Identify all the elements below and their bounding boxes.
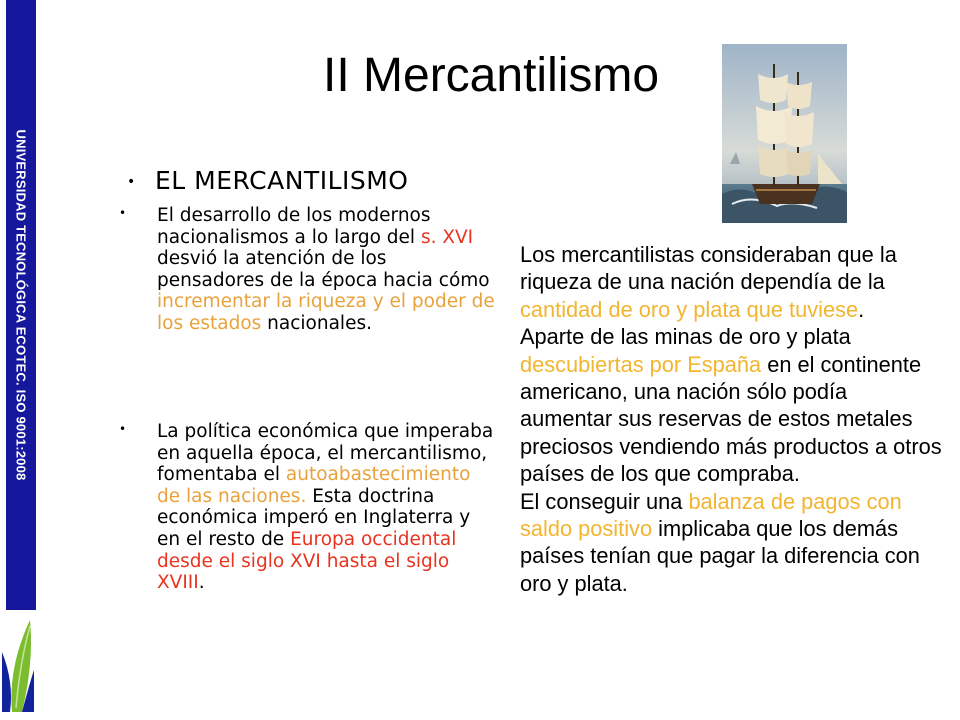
right-paragraph-3	[520, 488, 945, 598]
right-text-c0: El conseguir una	[520, 488, 689, 514]
sailing-ship-painting	[722, 44, 847, 223]
paragraph-2-highlight-europe: Europa occidental desde el siglo XVI hasta el siglo XVIII	[157, 528, 457, 594]
paragraph-1-highlight-wealth: incrementar la riqueza y el poder de los estados	[157, 291, 495, 334]
paragraph-1-text-c: nacionales.	[261, 312, 372, 334]
right-highlight-gold-silver: cantidad de oro y plata que tuviese	[520, 296, 859, 322]
ecotec-leaf-logo-icon	[0, 612, 36, 720]
right-text-b1: Aparte de las minas de oro y plata	[520, 324, 851, 350]
right-paragraph-2	[520, 323, 945, 487]
paragraph-1	[119, 205, 495, 335]
right-paragraph-1	[520, 241, 945, 323]
paragraph-2-highlight-selfsufficiency: autoabastecimiento de las naciones.	[157, 464, 471, 507]
paragraph-1-bullet: •	[119, 206, 127, 220]
right-text-c2: implicaba que los demás países tenían que pagar la diferencia con oro y plata.	[520, 516, 920, 596]
paragraph-1-highlight-century: s. XVI	[420, 226, 474, 248]
heading-text: EL MERCANTILISMO	[155, 166, 409, 195]
right-text-block	[520, 241, 945, 597]
paragraph-2-text-a: La política económica que imperaba en aquella época, el mercantilismo, fomentaba el	[157, 421, 494, 486]
right-text-b2: en el continente americano, una nación sólo podía aumentar sus reservas de estos metales preciosos vendiendo más productos a otros países de los que compraba.	[520, 351, 942, 487]
section-heading	[128, 166, 408, 195]
heading-bullet: •	[127, 174, 136, 190]
slide-title: II Mercantilismo	[323, 49, 660, 102]
paragraph-2-text-c: .	[198, 572, 205, 594]
right-highlight-balance: balanza de pagos con saldo positivo	[520, 488, 902, 542]
paragraph-2-bullet: •	[119, 422, 127, 436]
paragraph-1-text-b: desvió la atención de los pensadores de la época hacia cómo	[157, 248, 490, 291]
right-highlight-spain: descubiertas por España	[520, 351, 762, 377]
sidebar-banner	[0, 0, 36, 720]
paragraph-2	[119, 421, 495, 594]
paragraph-2-text-b: Esta doctrina económica imperó en Inglaterra y en el resto de	[157, 485, 471, 550]
paragraph-1-text-a: El desarrollo de los modernos nacionalismos a lo largo del	[157, 205, 431, 248]
right-text-a2: .	[858, 296, 865, 322]
right-text-a1: Los mercantilistas consideraban que la riqueza de una nación dependía de la	[520, 242, 897, 295]
university-banner-text: UNIVERSIDAD TECNOLÓGICA ECOTEC. ISO 9001:2008	[13, 129, 29, 481]
